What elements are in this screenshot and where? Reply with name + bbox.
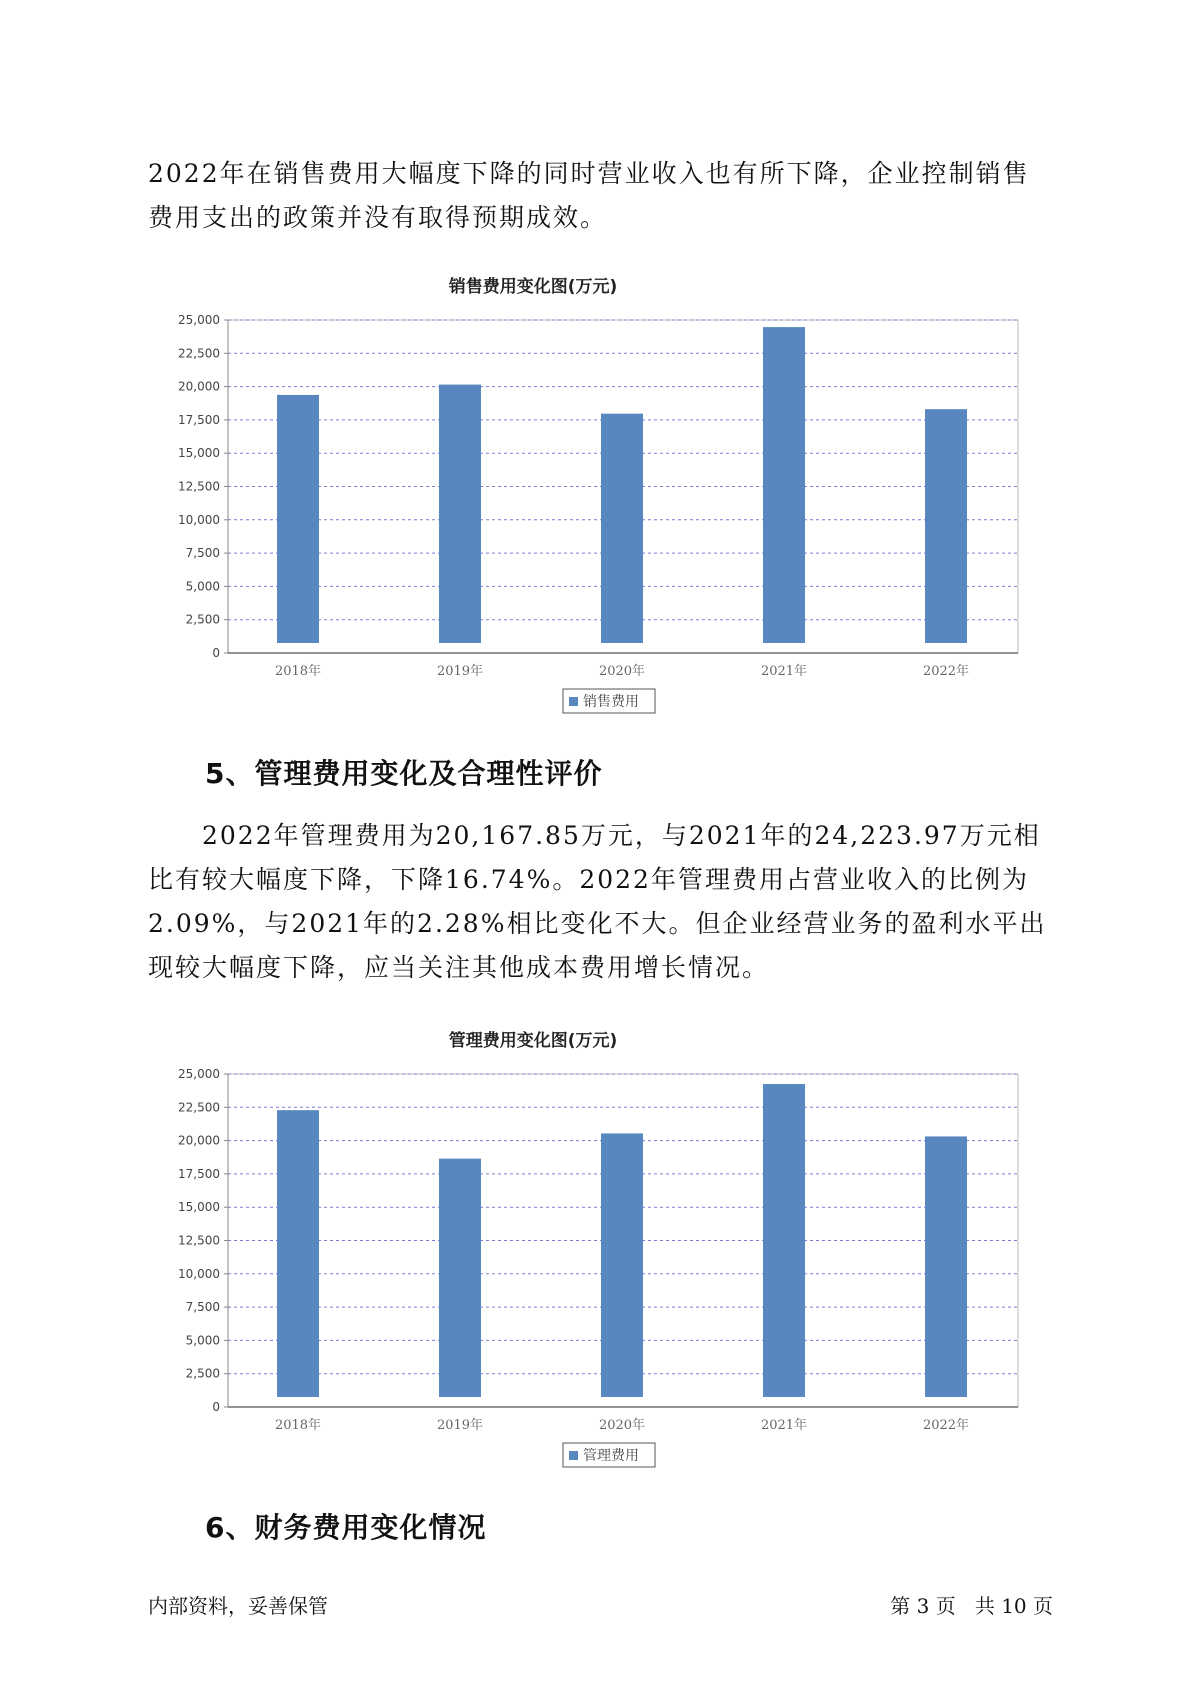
y-tick-label: 5,000	[185, 579, 220, 594]
legend-swatch	[569, 1451, 578, 1460]
footer-confidential: 内部资料，妥善保管	[148, 1594, 328, 1618]
chart-title: 销售费用变化图(万元)	[448, 277, 618, 297]
page-prefix: 第	[890, 1594, 911, 1618]
y-tick-label: 25,000	[178, 313, 220, 327]
y-tick-label: 7,500	[185, 1300, 220, 1315]
y-tick-label: 15,000	[178, 1200, 220, 1215]
y-tick-label: 10,000	[178, 512, 220, 527]
y-tick-label: 22,500	[178, 1100, 220, 1115]
y-tick-label: 22,500	[178, 346, 220, 361]
y-tick-label: 17,500	[178, 1166, 220, 1181]
y-tick-label: 5,000	[185, 1333, 220, 1348]
y-tick-label: 17,500	[178, 412, 220, 427]
x-tick-label: 2022年	[922, 664, 970, 679]
bar	[925, 1136, 967, 1397]
x-tick-label: 2018年	[274, 664, 322, 679]
bar	[439, 1159, 481, 1397]
bar	[763, 1084, 805, 1397]
y-tick-label: 0	[212, 646, 220, 660]
bar	[439, 385, 481, 643]
legend-swatch	[569, 697, 578, 706]
sales-expense-chart	[150, 272, 1020, 712]
y-tick-label: 0	[212, 1400, 220, 1414]
section5-paragraph: 2022年管理费用为20,167.85万元，与2021年的24,223.97万元相比有较大幅度下降，下降16.74%。2022年管理费用占营业收入的比例为2.09%，与2021年的2.28%相比变化不大。但企业经营业务的盈利水平出现较大幅度下降，应当关注其他成本费用增长情况。	[148, 821, 1047, 982]
page-mid: 页 共	[935, 1594, 995, 1618]
x-tick-label: 2019年	[436, 1418, 484, 1433]
intro-paragraph: 2022年在销售费用大幅度下降的同时营业收入也有所下降，企业控制销售费用支出的政策并没有取得预期成效。	[148, 159, 1030, 232]
bar	[601, 414, 643, 643]
legend-label: 销售费用	[583, 694, 639, 710]
x-tick-label: 2019年	[436, 664, 484, 679]
x-tick-label: 2018年	[274, 1418, 322, 1433]
page-total: 10	[1001, 1594, 1027, 1618]
chart-svg	[150, 272, 1020, 712]
y-tick-label: 20,000	[178, 1133, 220, 1148]
page-suffix: 页	[1033, 1594, 1053, 1618]
x-tick-label: 2022年	[922, 1418, 970, 1433]
chart-title: 管理费用变化图(万元)	[448, 1031, 618, 1051]
y-tick-label: 25,000	[178, 1067, 220, 1081]
y-tick-label: 2,500	[185, 612, 220, 627]
bar	[763, 327, 805, 643]
footer-page-info	[890, 1590, 1053, 1619]
y-tick-label: 12,500	[178, 479, 220, 494]
y-tick-label: 2,500	[185, 1366, 220, 1381]
page-number: 3	[916, 1594, 930, 1618]
section5-heading: 5、管理费用变化及合理性评价	[205, 757, 603, 790]
y-tick-label: 12,500	[178, 1233, 220, 1248]
bar	[277, 1110, 319, 1397]
bar	[601, 1133, 643, 1397]
admin-expense-chart	[150, 1026, 1020, 1466]
legend-label: 管理费用	[583, 1448, 639, 1464]
x-tick-label: 2020年	[598, 664, 646, 679]
x-tick-label: 2021年	[760, 664, 808, 679]
y-tick-label: 15,000	[178, 446, 220, 461]
y-tick-label: 7,500	[185, 546, 220, 561]
y-tick-label: 10,000	[178, 1266, 220, 1281]
x-tick-label: 2020年	[598, 1418, 646, 1433]
y-tick-label: 20,000	[178, 379, 220, 394]
chart-svg	[150, 1026, 1020, 1466]
bar	[277, 395, 319, 643]
x-tick-label: 2021年	[760, 1418, 808, 1433]
bar	[925, 409, 967, 643]
section6-heading: 6、财务费用变化情况	[205, 1511, 487, 1544]
